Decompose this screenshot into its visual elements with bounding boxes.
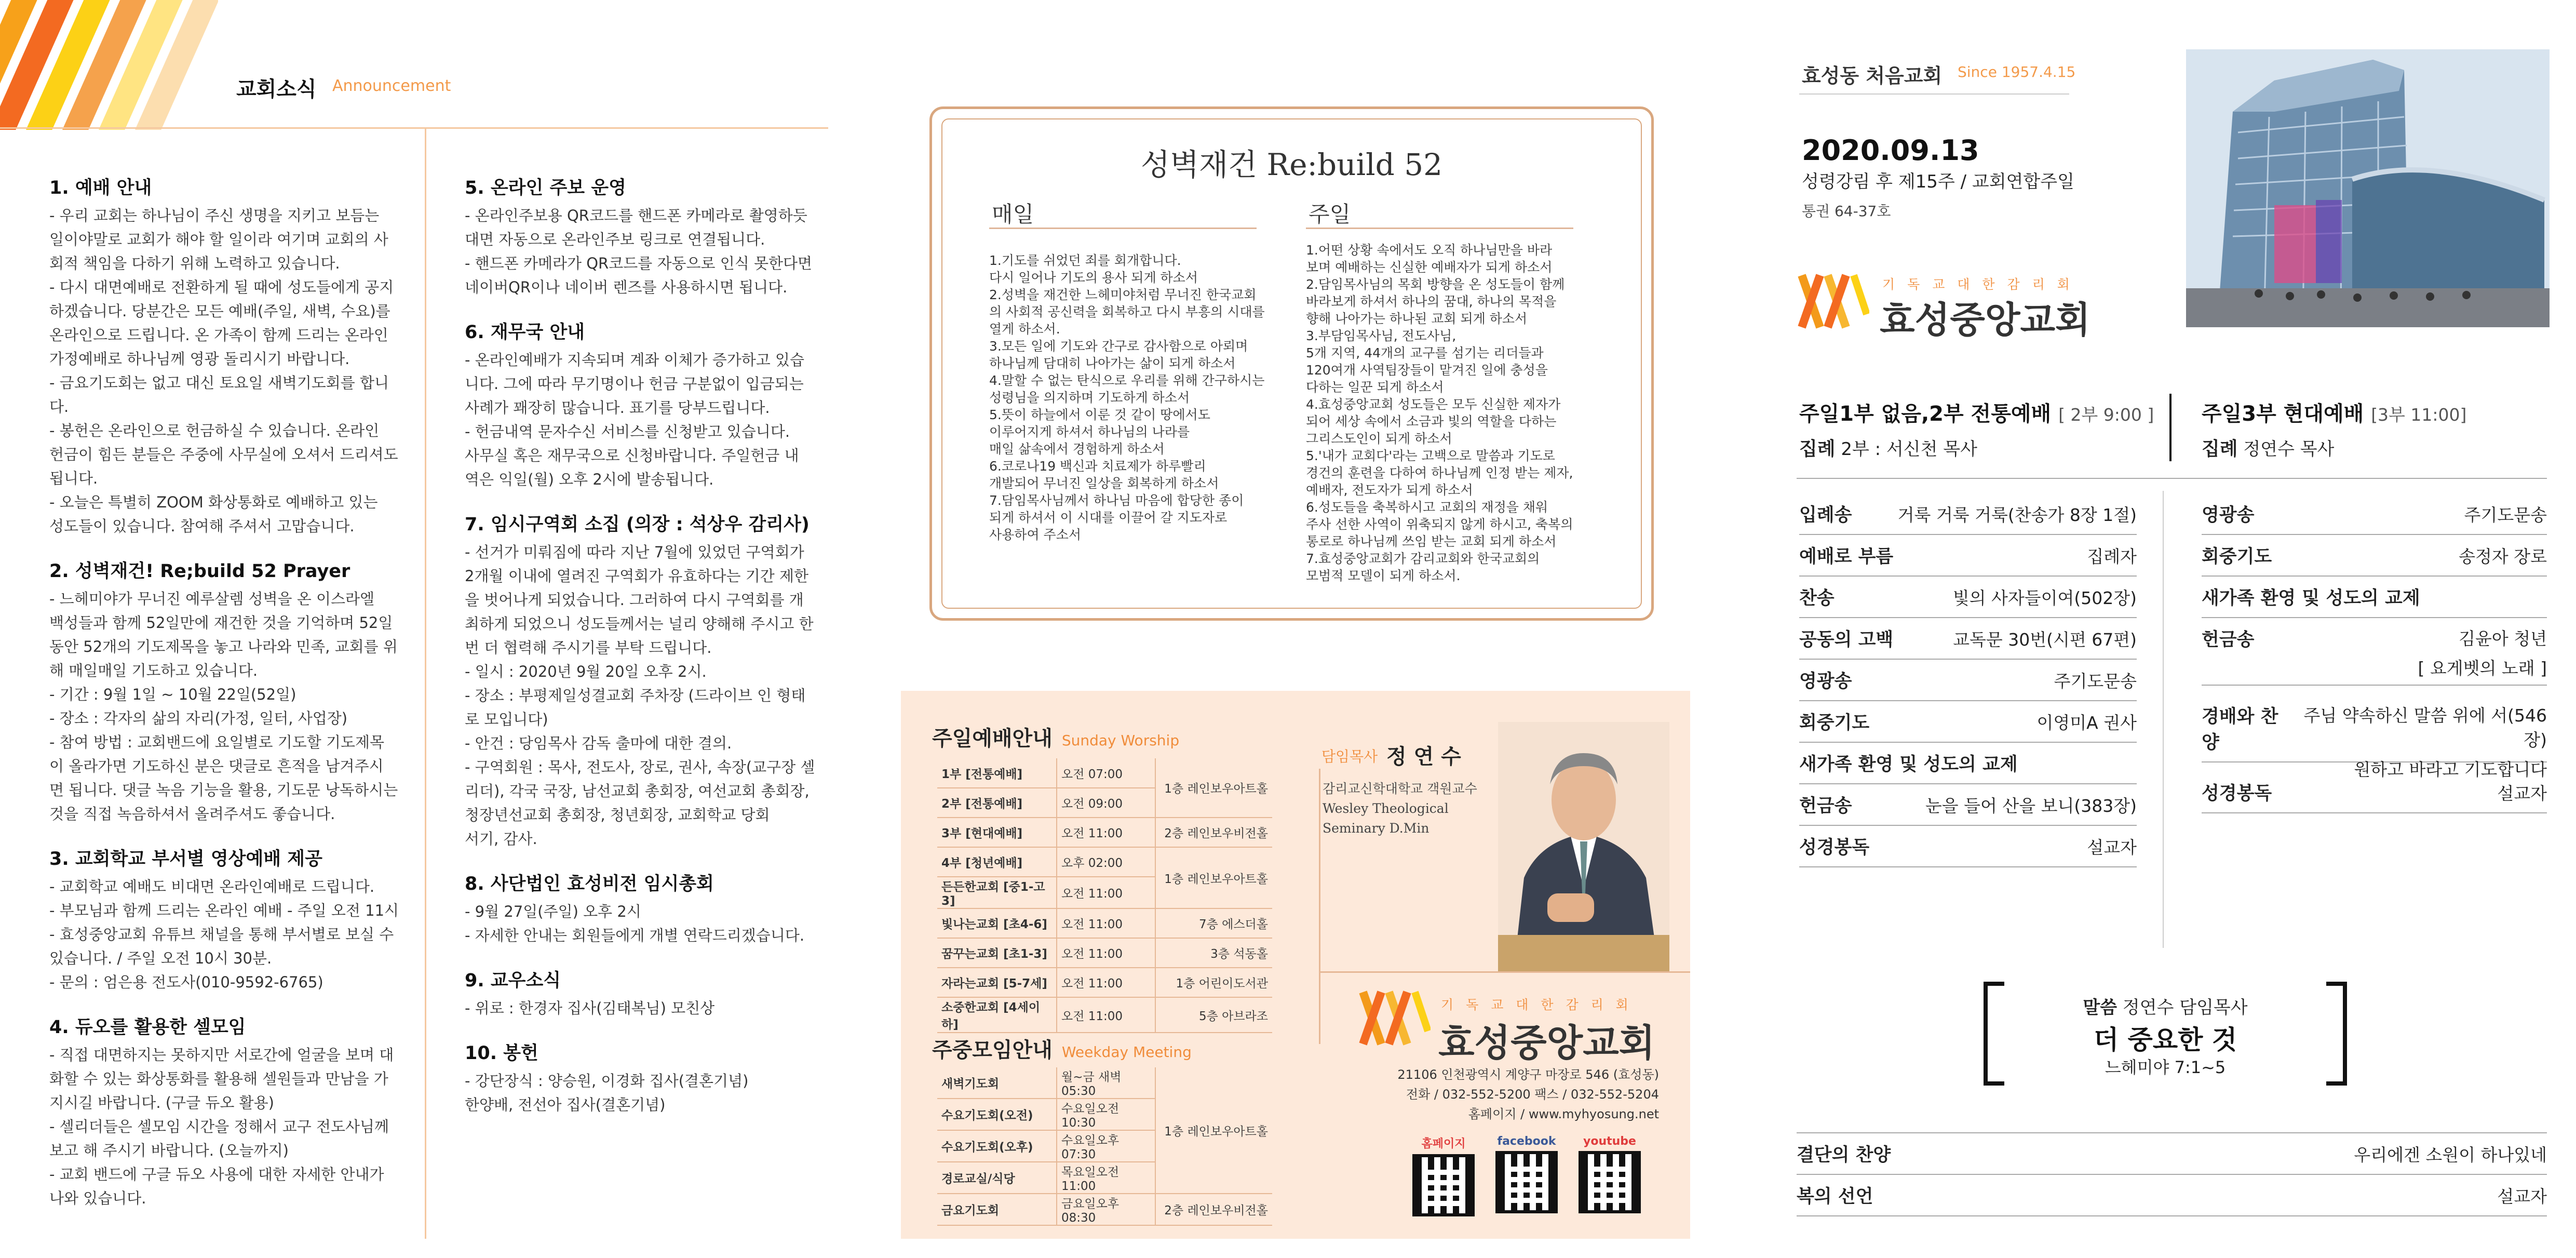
order-label: 헌금송	[2202, 630, 2255, 650]
order-value-2: [ 요게벳의 노래 ]	[2418, 658, 2547, 678]
worship-time: 월~금 새벽 05:30	[1057, 1067, 1155, 1099]
service-2-time: [ 2부 9:00 ]	[2058, 405, 2154, 425]
logo-church-name: 효성중앙교회	[1880, 299, 2091, 341]
order-item	[1799, 701, 2137, 743]
order-label: 공동의 고백	[1799, 630, 1894, 650]
worship-place: 5층 아브라조	[1155, 997, 1272, 1033]
church-logo-icon	[1797, 265, 1869, 338]
sunday-worship-heading	[932, 722, 1179, 752]
sunday-heading: 주일	[1309, 202, 1351, 227]
order-item	[1799, 577, 2137, 618]
worship-row	[937, 968, 1272, 997]
order-item	[2202, 493, 2547, 535]
announcement-body: - 교회학교 예배도 비대면 온라인예배로 드립니다. - 부모님과 함께 드리는 온라인 예배 - 주일 오전 11시 - 효성중앙교회 유튜브 채널을 통해 부서별로 보실 수 있습니다. / 주일 오전 10시 30분. - 문의 : 엄은용 전도사(010-9592-6765)	[49, 878, 399, 991]
worship-name: 수요기도회(오후)	[937, 1130, 1057, 1162]
order-item	[2202, 535, 2547, 577]
announcement-heading: 4. 듀오를 활용한 셀모임	[49, 1017, 246, 1038]
qr-label: facebook	[1497, 1135, 1556, 1148]
announcement-heading: 8. 사단법인 효성비전 임시총회	[465, 874, 714, 894]
order-label: 새가족 환영 및 성도의 교제	[1799, 754, 2018, 775]
worship-name: 소중한교회 [4세이하]	[937, 997, 1057, 1033]
order-value-wrap	[2354, 1142, 2547, 1166]
order-label: 회중기도	[1799, 713, 1870, 733]
sunday-prayer-list: 1.어떤 상황 속에서도 오직 하나님만을 바라 보며 예배하는 신실한 예배자가 되게 하소서 2.담임목사님의 목회 방향을 온 성도들이 함께 바라보게 하셔서 하나의 꿈대, 하나의 목적을 향해 나아가는 하나된 교회 되게 하소서 3.부담임목사님, 전도사님, 5개 지역, 44개의 교구를 섬기는 리더들과 120여개 사역팀장들이 맡겨진 일에 충성을 다하는 일꾼 되게 하소서 4.효성중앙교회 성도들은 모두 신실한 제자가 되어 세상 속에서 소금과 빛의 역할을 다하는 그리스도인이 되게 하소서 5.'내가 교회다'라는 고백으로 말씀과 기도로 경건의 훈련을 다하여 하나님께 인정 받는 제자, 예배자, 전도자가 되게 하소서 6.성도들을 축복하시고 교회의 재정을 채워 주사 선한 사역이 위축되지 않게 하시고, 축복의 통로로 하나님께 쓰임 받는 교회 되게 하소서 7.효성중앙교회가 감리교회와 한국교회의 모범적 모델이 되게 하소서.	[1306, 243, 1573, 583]
divider	[2169, 394, 2172, 461]
contact-info	[1327, 1065, 1659, 1124]
announcement-body: - 위로 : 한경자 집사(김태복님) 모친상	[465, 999, 715, 1017]
announcement-body: - 직접 대면하지는 못하지만 서로간에 얼굴을 보며 대 화할 수 있는 화상통화를 활용해 셀원들과 만남을 가 지시길 바랍니다. (구글 듀오 활용) - 셀리더들은 셀모임 시간을 정해서 교구 전도사님께 보고 해 주시기 바랍니다. (오늘까지) - 교회 밴드에 구글 듀오 사용에 대한 자세한 안내가 나와 있습니다.	[49, 1046, 394, 1207]
worship-time: 오전 11:00	[1057, 877, 1155, 908]
worship-name: 3부 [현대예배]	[937, 818, 1057, 847]
daily-heading: 매일	[992, 202, 1034, 227]
divider	[1799, 93, 2069, 95]
order-item	[1797, 1133, 2547, 1175]
sermon-label: 말씀	[2083, 997, 2118, 1018]
qr-facebook[interactable]	[1490, 1135, 1563, 1213]
order-item	[1799, 784, 2137, 826]
worship-name: 금요기도회	[937, 1194, 1057, 1225]
worship-place: 2층 레인보우비전홀	[1155, 1194, 1272, 1225]
order-item	[1797, 1175, 2547, 1216]
order-label: 찬송	[1799, 588, 1835, 609]
pastor-bio: 감리교신학대학교 객원교수 Wesley Theological Seminary D.Min	[1323, 781, 1477, 836]
qr-label: 홈페이지	[1421, 1137, 1466, 1150]
worship-row	[937, 908, 1272, 938]
service-3-header	[2202, 397, 2565, 461]
announcement-body: - 온라인예배가 지속되며 계좌 이체가 증가하고 있습 니다. 그에 따라 무기명이나 헌금 구분없이 입금되는 사례가 꽤장히 많습니다. 표기를 당부드립니다. - 헌금내역 문자수신 서비스를 신청받고 있습니다. 사무실 혹은 재무국으로 신청바랍니다. 주일헌금 내 역은 익일(월) 오후 2시에 발송됩니다.	[465, 351, 805, 488]
order-value: 우리에겐 소원이 하나있네	[2354, 1144, 2547, 1165]
column-divider	[425, 127, 426, 1239]
qr-label: youtube	[1583, 1135, 1636, 1148]
worship-time: 오전 11:00	[1057, 818, 1155, 847]
sermon-preacher: 정연수 담임목사	[2122, 997, 2248, 1018]
service-3-title: 주일3부 현대예배	[2202, 402, 2364, 426]
announcement-column-1	[49, 176, 402, 1210]
announcement-body: - 우리 교회는 하나님이 주신 생명을 지키고 보듬는 일이야말로 교회가 해야 할 일이라 여기며 교회의 사 회적 책임을 다하기 위해 노력하고 있습니다. - 다시 대면예배로 전환하게 될 때에 성도들에게 공지 하겠습니다. 당분간은 모든 예배(주일, 새벽, 수요)를 온라인으로 드립니다. 온 가족이 함께 드리는 온라인 가정예배로 하나님께 영광 돌리시기 바랍니다. - 금요기도회는 없고 대신 토요일 새벽기도회를 합니다. - 봉헌은 온라인으로 헌금하실 수 있습니다. 온라인 헌금이 힘든 분들은 주중에 사무실에 오셔서 드리셔도 됩니다. - 오늘은 특별히 ZOOM 화상통화로 예배하고 있는 성도들이 있습니다. 참여해 주셔서 고맙습니다.	[49, 207, 398, 535]
worship-time: 오전 11:00	[1057, 968, 1155, 997]
order-value-wrap	[2037, 710, 2137, 734]
weekday-title: 주중모임안내	[932, 1038, 1053, 1062]
church-logo-icon	[1358, 982, 1431, 1054]
announcement-heading: 3. 교회학교 부서별 영상예배 제공	[49, 849, 322, 869]
weekday-meeting-heading	[932, 1034, 1192, 1063]
order-item	[2202, 577, 2547, 618]
order-value-wrap	[2087, 834, 2137, 859]
order-value: 이영미A 권사	[2036, 712, 2137, 733]
order-item	[2202, 772, 2547, 813]
divider	[989, 227, 1257, 229]
order-label: 복의 선언	[1797, 1186, 1873, 1207]
order-value-wrap	[1925, 793, 2137, 817]
sermon-box	[1984, 982, 2347, 1086]
divider	[1319, 971, 1690, 973]
sunday-worship-title: 주일예배안내	[932, 727, 1053, 751]
order-value-wrap	[2459, 543, 2547, 568]
worship-row	[937, 818, 1272, 847]
worship-place: 3층 석동홀	[1155, 938, 1272, 968]
worship-name: 1부 [전통예배]	[937, 758, 1057, 788]
order-value-wrap	[2464, 502, 2547, 526]
sermon-scripture: 느헤미야 7:1~5	[2105, 1058, 2226, 1077]
order-label: 결단의 찬양	[1797, 1145, 1891, 1166]
order-label: 예배로 부름	[1799, 546, 1894, 567]
worship-name: 자라는교회 [5-7세]	[937, 968, 1057, 997]
order-value: 송정자 장로	[2459, 546, 2547, 567]
worship-row	[937, 1194, 1272, 1225]
sermon-header	[1984, 993, 2347, 1019]
order-value: 주기도문송	[2464, 504, 2547, 525]
divider	[1306, 227, 1573, 229]
worship-time: 수요일오전 10:30	[1057, 1099, 1155, 1130]
order-label: 입례송	[1799, 505, 1852, 526]
order-value: 집례자	[2087, 546, 2137, 567]
announcement-heading: 9. 교우소식	[465, 970, 561, 991]
order-value-wrap	[2087, 543, 2137, 568]
worship-name: 수요기도회(오전)	[937, 1099, 1057, 1130]
worship-place: 2층 레인보우비전홀	[1155, 818, 1272, 847]
logo-church-name: 효성중앙교회	[1438, 1021, 1655, 1065]
order-label: 경배와 찬양	[2202, 706, 2278, 753]
announcement-body: - 온라인주보용 QR코드를 핸드폰 카메라로 촬영하듯 대면 자동으로 온라인주보 링크로 연결됩니다. - 핸드폰 카메라가 QR코드를 자동으로 인식 못한다면 네이버QR이나 네이버 렌즈를 사용하시면 됩니다.	[465, 207, 813, 296]
order-value-2: 원하고 바라고 기도합니다	[2354, 759, 2547, 780]
worship-place: 1층 레인보우아트홀	[1155, 1067, 1272, 1194]
announcement-body: - 느헤미야가 무너진 예루살렘 성벽을 온 이스라엘 백성들과 함께 52일만에 재건한 것을 기억하며 52일 동안 52개의 기도제목을 놓고 나라와 민족, 교회를 위 해 매일매일 기도하고 있습니다. - 기간 : 9월 1일 ~ 10월 22일(52일) - 장소 : 각자의 삶의 자리(가정, 일터, 사업장) - 참여 방법 : 교회밴드에 요일별로 기도할 기도제목 이 올라가면 기도하신 분은 댓글로 흔적을 남겨주시 면 됩니다. 댓글 녹음 기능을 활용, 기도문 낭독하시는 것을 직접 녹음하셔서 올려주셔도 좋습니다.	[49, 590, 398, 823]
order-value-wrap	[2418, 625, 2547, 679]
order-value: 거룩 거룩 거룩(찬송가 8장 1절)	[1897, 504, 2137, 525]
divider	[1797, 478, 2547, 479]
order-value: 교독문 30번(시편 67편)	[1953, 629, 2137, 650]
service-3-officiant: 정연수 목사	[2243, 439, 2335, 460]
order-value-wrap	[1953, 585, 2137, 609]
order-label: 영광송	[2202, 505, 2255, 526]
service-2-title: 주일1부 없음,2부 전통예배	[1799, 402, 2052, 426]
worship-time: 오전 11:00	[1057, 997, 1155, 1033]
closing-order	[1797, 1133, 2547, 1224]
address: 21106 인천광역시 계양구 마장로 546 (효성동)	[1397, 1067, 1659, 1082]
announcement-heading: 5. 온라인 주보 운영	[465, 178, 626, 198]
church-tagline: 효성동 처음교회	[1802, 64, 1943, 87]
worship-name: 빛나는교회 [초4-6]	[937, 908, 1057, 938]
order-item	[2202, 695, 2547, 780]
logo-small-text: 기 독 교 대 한 감 리 회	[1441, 997, 1633, 1012]
announcement-body: - 선거가 미뤄짐에 따라 지난 7월에 있었던 구역회가 2개월 이내에 열려진 구역회가 유효하다는 기간 제한 을 벗어나게 되었습니다. 그러하여 다시 구역회를 개 최하게 되었으니 성도들께서는 널리 양해해 주시고 한 번 더 협력해 주시기를 부탁 드립니다. - 일시 : 2020년 9월 20일 오후 2시. - 장소 : 부평제일성결교회 주차장 (드라이브 인 형태 로 모입니다) - 안건 : 당임목사 감독 출마에 대한 결의. - 구역회원 : 목사, 전도사, 장로, 권사, 속장(교구장 셀 리더), 각국 국장, 남선교회 총회장, 여선교회 총회장, 청장년선교회 총회장, 청년회장, 교회학교 당회 서기, 감사.	[465, 543, 815, 848]
divider	[0, 127, 828, 129]
worship-row	[937, 758, 1272, 788]
worship-name: 새벽기도회	[937, 1067, 1057, 1099]
order-item	[1799, 660, 2137, 701]
worship-row	[937, 1067, 1272, 1099]
order-value-wrap	[2497, 780, 2547, 805]
announcement-title: 교회소식	[236, 77, 317, 101]
service-2-officiant: 2부 : 서신천 목사	[1841, 439, 1977, 460]
worship-row	[937, 847, 1272, 877]
worship-time: 오전 07:00	[1057, 758, 1155, 788]
order-value: 주기도문송	[2054, 671, 2137, 691]
order-label: 회중기도	[2202, 546, 2272, 567]
order-label: 헌금송	[1799, 796, 1852, 817]
worship-name: 4부 [청년예배]	[937, 847, 1057, 877]
order-item	[1799, 743, 2137, 784]
worship-time: 오전 11:00	[1057, 938, 1155, 968]
worship-place: 7층 에스더홀	[1155, 908, 1272, 938]
worship-row	[937, 938, 1272, 968]
worship-time: 금요일오후 08:30	[1057, 1194, 1155, 1225]
qr-code-icon	[1579, 1151, 1641, 1213]
order-value-wrap	[1898, 502, 2137, 526]
order-value: 빛의 사자들이여(502장)	[1952, 587, 2137, 608]
worship-row	[937, 997, 1272, 1033]
order-value: 설교자	[2087, 837, 2137, 858]
rebuild-title: 성벽재건 Re:build 52	[1140, 147, 1443, 182]
liturgical-week: 성령강림 후 제15주 / 교회연합주일	[1802, 171, 2074, 192]
volume-number: 통권 64-37호	[1802, 203, 1891, 220]
qr-code-icon	[1412, 1154, 1475, 1216]
worship-time: 오후 02:00	[1057, 847, 1155, 877]
pastor-photo	[1498, 722, 1669, 971]
divider	[2163, 491, 2164, 948]
announcement-subtitle: Announcement	[332, 77, 451, 95]
pastor-role: 담임목사	[1321, 748, 1378, 765]
announcement-column-2	[465, 176, 818, 1117]
weekday-title-en: Weekday Meeting	[1061, 1043, 1192, 1061]
sunday-worship-table	[937, 758, 1272, 1033]
order-item	[1799, 535, 2137, 577]
order-item	[1799, 826, 2137, 867]
worship-time: 목요일오전 11:00	[1057, 1162, 1155, 1194]
website[interactable]: 홈페이지 / www.myhyosung.net	[1468, 1107, 1659, 1121]
service-2-header	[1799, 397, 2157, 461]
worship-time: 오전 09:00	[1057, 788, 1155, 818]
officiant-label: 집례	[2202, 438, 2238, 460]
service-3-time: [3부 11:00]	[2371, 405, 2467, 425]
worship-place: 1층 어린이도서관	[1155, 968, 1272, 997]
announcement-heading: 7. 임시구역회 소집 (의장 : 석상우 감리사)	[465, 514, 810, 535]
rebuild-prayer-panel	[929, 106, 1654, 621]
worship-place: 1층 레인보우아트홀	[1155, 847, 1272, 908]
order-label: 성경봉독	[1799, 837, 1870, 858]
logo-small-text: 기 독 교 대 한 감 리 회	[1882, 277, 2074, 292]
qr-youtube[interactable]	[1573, 1135, 1646, 1213]
order-value-wrap	[2054, 668, 2137, 692]
worship-place: 1층 레인보우아트홀	[1155, 758, 1272, 818]
worship-info-panel	[901, 691, 1690, 1239]
order-value: 눈을 들어 산을 보니(383장)	[1925, 795, 2137, 816]
qr-code-icon	[1495, 1151, 1558, 1213]
bulletin-date: 2020.09.13	[1802, 134, 1979, 167]
announcement-heading: 10. 봉헌	[465, 1043, 538, 1064]
worship-name: 꿈꾸는교회 [초1-3]	[937, 938, 1057, 968]
officiant-label: 집례	[1799, 438, 1836, 460]
worship-name: 경로교실/식당	[937, 1162, 1057, 1194]
announcement-body: - 강단장식 : 양승원, 이경화 집사(결혼기념) 한양배, 전선아 집사(결혼기념)	[465, 1072, 749, 1114]
pastor-name: 정 연 수	[1386, 745, 1461, 769]
church-since: Since 1957.4.15	[1958, 63, 2076, 81]
worship-name: 든든한교회 [중1-고3]	[937, 877, 1057, 908]
worship-name: 2부 [전통예배]	[937, 788, 1057, 818]
order-value: 주님 약속하신 말씀 위에 서(546장)	[2303, 705, 2547, 750]
announcement-heading: 1. 예배 안내	[49, 178, 152, 198]
order-label: 영광송	[1799, 671, 1852, 692]
sunday-worship-title-en: Sunday Worship	[1061, 732, 1180, 749]
worship-time: 오전 11:00	[1057, 908, 1155, 938]
order-value: 설교자	[2497, 1186, 2547, 1207]
order-item	[1799, 618, 2137, 660]
sermon-title: 더 중요한 것	[2093, 1025, 2237, 1055]
service-2-order	[1799, 493, 2137, 951]
logo-stripes-decoration	[0, 0, 218, 130]
service-3-order	[2202, 493, 2547, 951]
order-value-wrap	[1953, 626, 2137, 651]
order-item	[2202, 618, 2547, 686]
qr-homepage[interactable]	[1407, 1135, 1480, 1216]
order-item	[1799, 493, 2137, 535]
order-value: 설교자	[2497, 783, 2547, 804]
church-building-photo	[2186, 49, 2550, 327]
divider	[1319, 769, 1320, 1044]
announcement-heading: 2. 성벽재건! Re;build 52 Prayer	[49, 561, 350, 582]
daily-prayer-list: 1.기도를 쉬었던 죄를 회개합니다. 다시 일어나 기도의 용사 되게 하소서 2.성벽을 재건한 느헤미야처럼 무너진 한국교회 의 사회적 공신력을 회복하고 다시 부흥의 시대를 열게 하소서. 3.모든 일에 기도와 간구로 감사함으로 아뢰며 하나님께 담대히 나아가는 삶이 되게 하소서 4.말할 수 없는 탄식으로 우리를 위해 간구하시는 성령님을 의지하며 기도하게 하소서 5.뜻이 하늘에서 이룬 것 같이 땅에서도 이루어지게 하셔서 하나님의 나라를 매일 삶속에서 경험하게 하소서 6.코로나19 백신과 치료제가 하루빨리 개발되어 무너진 일상을 회복하게 하소서 7.담임목사님께서 하나님 마음에 합당한 종이 되게 하셔서 이 시대를 이끌어 갈 지도자로 사용하여 주소서	[989, 253, 1265, 542]
announcement-body: - 9월 27일(주일) 오후 2시 - 자세한 안내는 회원들에게 개별 연락드리겠습니다.	[465, 903, 805, 944]
order-value: 김윤아 청년	[2459, 628, 2547, 649]
phone: 전화 / 032-552-5200 팩스 / 032-552-5204	[1406, 1087, 1659, 1102]
worship-time: 수요일오후 07:30	[1057, 1130, 1155, 1162]
order-value-wrap	[2497, 1183, 2547, 1208]
order-label: 새가족 환영 및 성도의 교제	[2202, 588, 2420, 609]
order-label: 성경봉독	[2202, 783, 2272, 804]
announcement-heading: 6. 재무국 안내	[465, 322, 585, 343]
order-value-wrap	[2292, 702, 2547, 781]
weekday-meeting-table	[937, 1067, 1272, 1226]
